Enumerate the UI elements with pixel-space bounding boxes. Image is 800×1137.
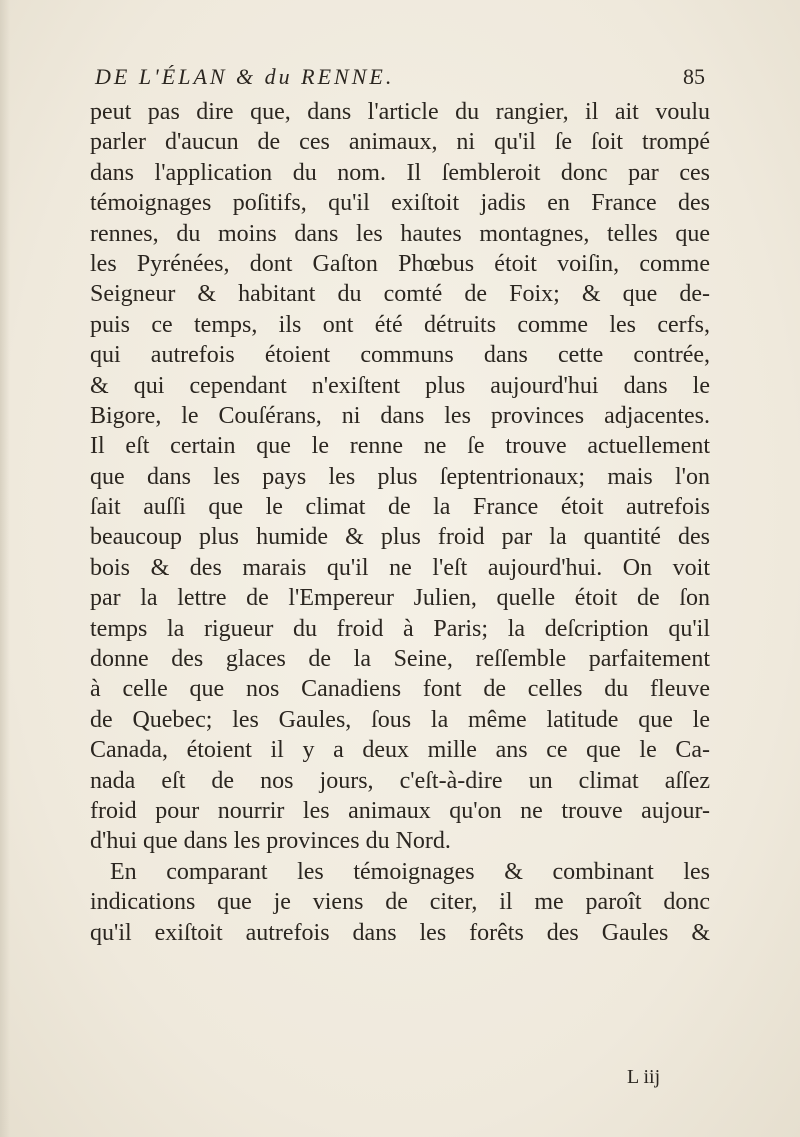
text-line: rennes, du moins dans les hautes montagnes, telles que (90, 220, 710, 247)
text-line: Il eſt certain que le renne ne ſe trouve actuellement (90, 433, 710, 460)
running-head-title: DE L'ÉLAN & du RENNE. (95, 64, 395, 89)
text-line: que dans les pays les plus ſeptentrionaux; mais l'on (90, 463, 710, 490)
text-line: Canada, étoient il y a deux mille ans ce que le Ca- (90, 737, 710, 764)
text-line: & qui cependant n'exiſtent plus aujourd'hui dans le (90, 372, 710, 399)
signature-mark: L iij (627, 1066, 661, 1088)
text-line: les Pyrénées, dont Gaſton Phœbus étoit voiſin, comme (90, 250, 710, 277)
text-line: Bigore, le Couſérans, ni dans les provinces adjacentes. (90, 402, 710, 429)
text-line: qu'il exiſtoit autrefois dans les forêts des Gaules & (90, 919, 710, 946)
text-line: puis ce temps, ils ont été détruits comme les cerfs, (90, 311, 710, 338)
text-line: de Quebec; les Gaules, ſous la même latitude que le (90, 706, 710, 733)
text-line: beaucoup plus humide & plus froid par la quantité des (90, 524, 710, 551)
text-line: à celle que nos Canadiens font de celles du fleuve (90, 676, 710, 703)
body-text (90, 97, 710, 948)
text-line: peut pas dire que, dans l'article du rangier, il ait voulu (90, 99, 710, 125)
text-line: par la lettre de l'Empereur Julien, quelle étoit de ſon (90, 585, 710, 612)
text-line: parler d'aucun de ces animaux, ni qu'il ſe ſoit trompé (90, 129, 710, 156)
text-line: qui autrefois étoient communs dans cette contrée, (90, 342, 710, 369)
text-line: ſait auſſi que le climat de la France étoit autrefois (90, 494, 710, 521)
text-line: temps la rigueur du froid à Paris; la deſcription qu'il (90, 615, 710, 642)
text-line: froid pour nourrir les animaux qu'on ne trouve aujour- (90, 797, 710, 824)
text-line: donne des glaces de la Seine, reſſemble parfaitement (90, 646, 710, 673)
text-line: dans l'application du nom. Il ſembleroit donc par ces (90, 159, 710, 186)
text-line: témoignages poſitifs, qu'il exiſtoit jadis en France des (90, 190, 710, 217)
text-line: bois & des marais qu'il ne l'eſt aujourd'hui. On voit (90, 554, 710, 581)
text-line: nada eſt de nos jours, c'eſt-à-dire un climat aſſez (90, 767, 710, 794)
text-line: indications que je viens de citer, il me paroît donc (90, 889, 710, 916)
text-line: Seigneur & habitant du comté de Foix; & que de- (90, 281, 710, 308)
text-line: d'hui que dans les provinces du Nord. (90, 828, 451, 855)
page-number: 85 (683, 64, 705, 89)
page-edge-shadow (0, 0, 10, 1137)
text-line: En comparant les témoignages & combinant les (110, 858, 710, 885)
running-head (95, 64, 705, 94)
